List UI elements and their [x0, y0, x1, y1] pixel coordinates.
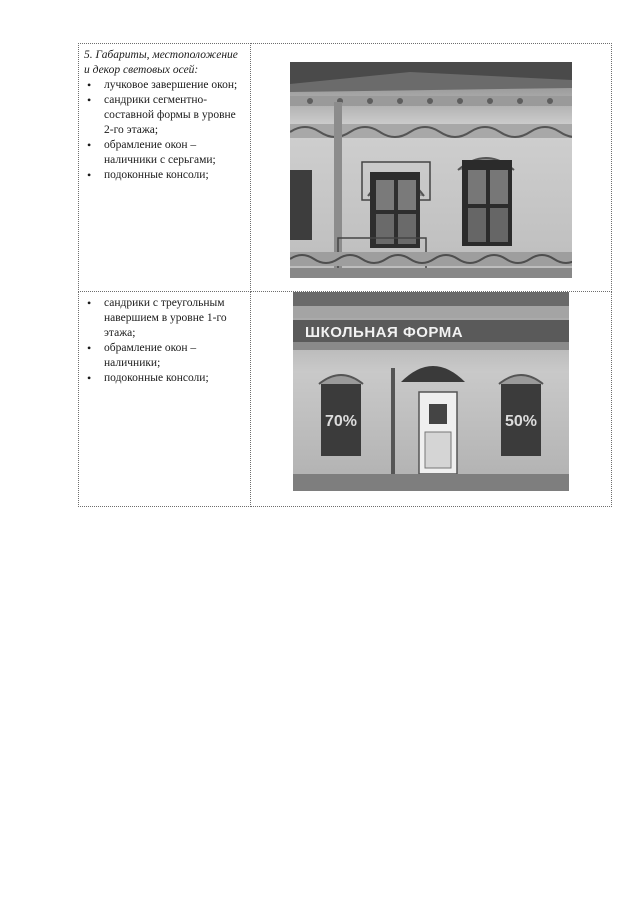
section-heading — [84, 48, 246, 78]
storefront-facade-photo — [293, 292, 569, 491]
facade-decor-table — [78, 43, 612, 507]
description-cell — [79, 44, 251, 292]
feature-list — [84, 78, 246, 183]
list-item: • подоконные консоли; — [84, 371, 246, 386]
list-item: • сандрики сегментно-составной формы в уровне 2-го этажа; — [84, 93, 246, 138]
section-title: Габариты, местоположение и декор световых осей: — [84, 49, 238, 76]
facade-upper-windows-photo — [290, 62, 572, 278]
table-row — [79, 44, 612, 292]
list-item: • подоконные консоли; — [84, 168, 246, 183]
list-item: • обрамление окон – наличники; — [84, 341, 246, 371]
right-window-sale-text: 50% — [504, 413, 538, 430]
description-cell — [79, 292, 251, 507]
list-item: • лучковое завершение окон; — [84, 78, 246, 93]
feature-list — [84, 296, 246, 386]
section-number: 5. — [84, 49, 93, 61]
table-row — [79, 292, 612, 507]
list-item: • сандрики с треугольным навершием в уровне 1-го этажа; — [84, 296, 246, 341]
list-item: • обрамление окон – наличники с серьгами; — [84, 138, 246, 168]
photo-cell — [251, 292, 612, 507]
photo-cell — [251, 44, 612, 292]
left-window-sale-text: 70% — [324, 413, 358, 430]
shop-sign-text: ШКОЛЬНАЯ ФОРМА — [305, 324, 464, 341]
